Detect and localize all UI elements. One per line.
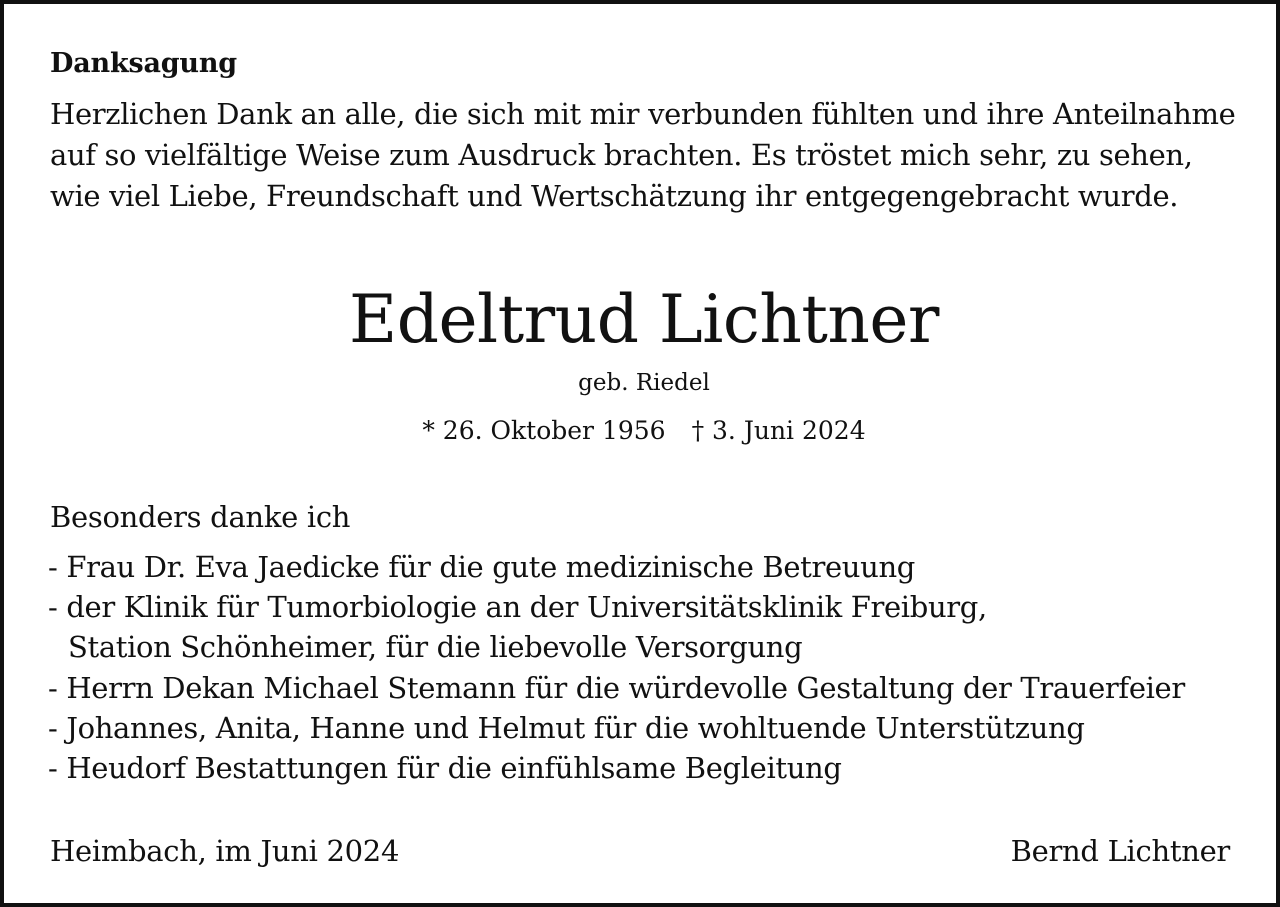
- thanks-intro: Besonders danke ich: [50, 500, 351, 534]
- deceased-name: Edeltrud Lichtner: [349, 281, 939, 358]
- notice-heading: Danksagung: [50, 48, 237, 79]
- thanks-item: - Johannes, Anita, Hanne und Helmut für die wohltuende Unterstützung: [48, 710, 1085, 745]
- intro-line: auf so vielfältige Weise zum Ausdruck brachten. Es tröstet mich sehr, zu sehen,: [50, 138, 1193, 172]
- thanks-item-continuation: Station Schönheimer, für die liebevolle Versorgung: [68, 630, 803, 665]
- thanks-item: - Heudorf Bestattungen für die einfühlsame Begleitung: [48, 751, 842, 786]
- death-date: † 3. Juni 2024: [691, 416, 866, 445]
- thanks-item: - Frau Dr. Eva Jaedicke für die gute medizinische Betreuung: [48, 550, 915, 584]
- life-dates: [4, 415, 1280, 447]
- maiden-name: geb. Riedel: [578, 370, 710, 396]
- thanks-item: - der Klinik für Tumorbiologie an der Universitätsklinik Freiburg,: [48, 590, 987, 625]
- intro-line: wie viel Liebe, Freundschaft und Wertschätzung ihr entgegengebracht wurde.: [50, 179, 1179, 213]
- intro-line: Herzlichen Dank an alle, die sich mit mir verbunden fühlten und ihre Anteilnahme: [50, 97, 1236, 131]
- birth-date: * 26. Oktober 1956: [422, 416, 666, 445]
- intro-paragraph: [50, 94, 1250, 217]
- thanks-item: - Herrn Dekan Michael Stemann für die würdevolle Gestaltung der Trauerfeier: [48, 670, 1185, 705]
- place-date: Heimbach, im Juni 2024: [50, 834, 400, 868]
- signature: Bernd Lichtner: [1010, 834, 1230, 868]
- thanks-list: [48, 547, 1258, 788]
